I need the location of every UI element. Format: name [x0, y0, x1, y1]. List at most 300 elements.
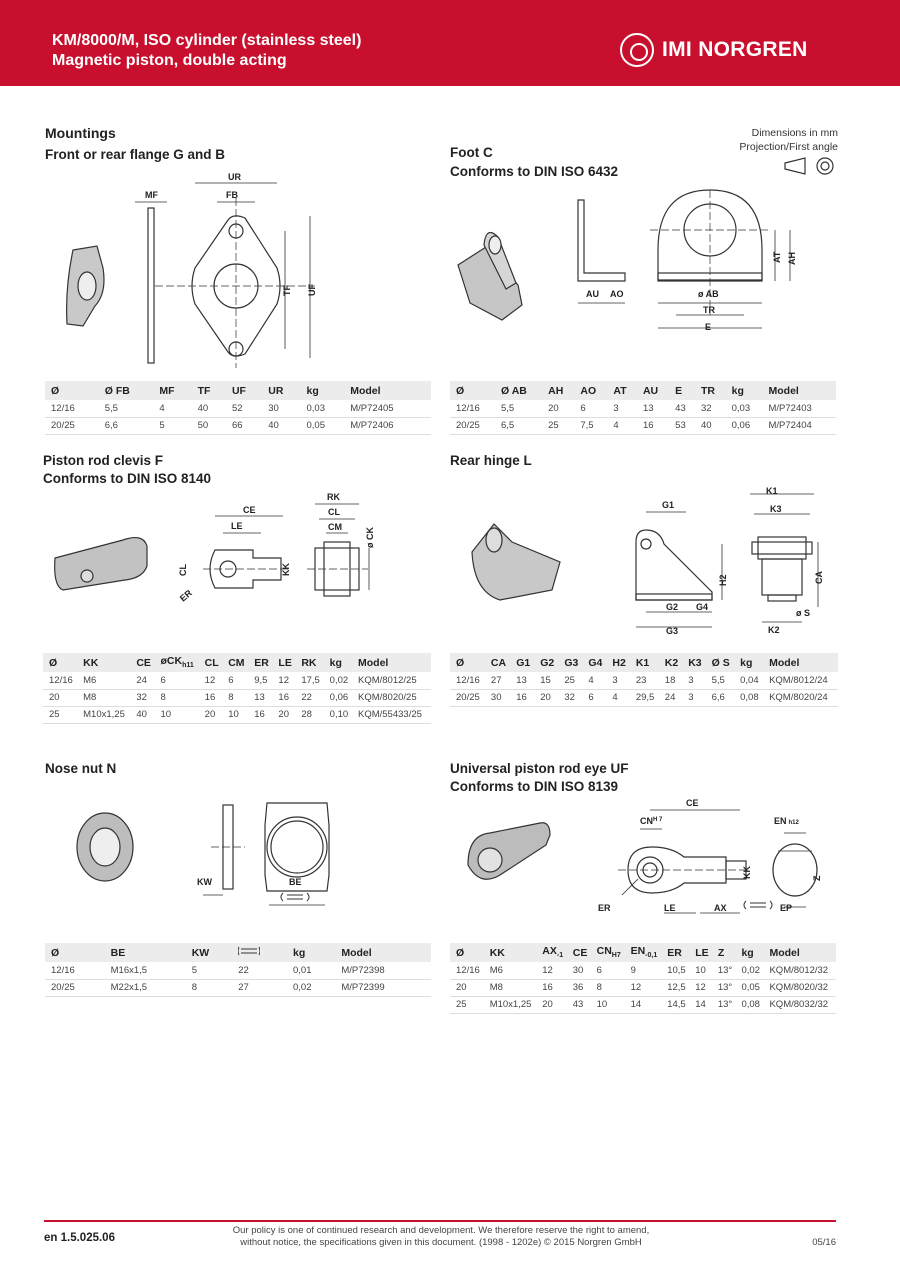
roe-label-en-text: EN — [774, 816, 787, 826]
cell: KQM/8020/32 — [765, 979, 836, 996]
cell: 14 — [691, 996, 714, 1013]
flange-drawing — [45, 168, 435, 378]
col-header: MF — [155, 381, 193, 400]
table-row — [450, 417, 836, 434]
cell: 6 — [224, 672, 250, 689]
col-header: AH — [544, 381, 576, 400]
cell: 3 — [609, 400, 639, 417]
cell: 12/16 — [450, 400, 497, 417]
document-code: en 1.5.025.06 — [44, 1232, 115, 1244]
col-header: Model — [354, 653, 431, 672]
hinge-label-g4: G4 — [696, 602, 709, 612]
cell: 0,01 — [289, 962, 337, 979]
cell: 53 — [671, 417, 697, 434]
cell: 40 — [132, 706, 156, 723]
cell: 0,03 — [303, 400, 347, 417]
cell: 25 — [560, 672, 584, 689]
cell: 6 — [593, 962, 627, 979]
cell: 16 — [639, 417, 671, 434]
cell: 30 — [569, 962, 593, 979]
cell: M10x1,25 — [486, 996, 539, 1013]
cell: 32 — [132, 689, 156, 706]
cell: KQM/8020/25 — [354, 689, 431, 706]
col-header: G2 — [536, 653, 560, 672]
roe-label-ce: CE — [686, 798, 699, 808]
cell: 24 — [132, 672, 156, 689]
cell: M/P72404 — [765, 417, 837, 434]
cell: M/P72405 — [346, 400, 431, 417]
nut-drawing — [45, 795, 435, 915]
cell: 12,5 — [663, 979, 691, 996]
cell: 66 — [228, 417, 264, 434]
cell: 13° — [714, 979, 738, 996]
col-header-sub: -1 — [556, 952, 564, 960]
col-header-text: CN — [596, 945, 612, 958]
roe-label-en — [774, 816, 800, 826]
col-header-text: AX — [542, 945, 557, 958]
cell: 32 — [697, 400, 728, 417]
cell: 18 — [661, 672, 684, 689]
table-row — [45, 400, 431, 417]
cell: 14 — [627, 996, 664, 1013]
policy-line-1: Our policy is one of continued research and development. We therefore reserve the right to amend, — [232, 1225, 650, 1236]
col-header: Ø FB — [101, 381, 156, 400]
col-header: LE — [691, 943, 714, 962]
clevis-label-cm: CM — [328, 522, 342, 532]
cell: M/P72403 — [765, 400, 837, 417]
cell: 12/16 — [45, 962, 107, 979]
cell: 8 — [188, 979, 235, 996]
cell: 0,08 — [736, 689, 765, 706]
cell: 10 — [224, 706, 250, 723]
table-row — [45, 417, 431, 434]
cell: 10 — [691, 962, 714, 979]
cell: 0,03 — [728, 400, 765, 417]
cell: 20 — [43, 689, 79, 706]
first-angle-projection-icon — [783, 155, 839, 177]
cell: KQM/55433/25 — [354, 706, 431, 723]
roe-label-ep: EP — [780, 903, 793, 913]
wrench-icon — [281, 893, 309, 901]
roe-label-kk: KK — [742, 866, 752, 879]
col-header-sub: -0,1 — [645, 952, 658, 960]
cell: 50 — [194, 417, 228, 434]
cell: 20 — [536, 689, 560, 706]
col-header: G1 — [512, 653, 536, 672]
cell: KQM/8020/24 — [765, 689, 838, 706]
col-header-text: EN — [630, 945, 646, 958]
foot-label-ab: ø AB — [698, 289, 719, 299]
cell: 40 — [264, 417, 302, 434]
hinge-label-g1: G1 — [662, 500, 675, 510]
table-row — [43, 672, 431, 689]
cell: 22 — [297, 689, 325, 706]
roe-title: Universal piston rod eye UF — [450, 761, 629, 776]
col-header: ER — [663, 943, 691, 962]
cell: 25 — [43, 706, 79, 723]
cell: 24 — [661, 689, 684, 706]
cell: 16 — [201, 689, 225, 706]
col-header: kg — [289, 943, 337, 962]
cell: M22x1,5 — [107, 979, 188, 996]
cell: M6 — [79, 672, 132, 689]
hinge-drawing — [450, 482, 840, 642]
cell: M6 — [486, 962, 539, 979]
nut-label-be: BE — [289, 877, 302, 887]
cell: 8 — [157, 689, 201, 706]
cell: 20 — [538, 996, 568, 1013]
col-header-sub: h11 — [182, 662, 194, 670]
flange-label-mf: MF — [145, 190, 158, 200]
col-header: CE — [132, 653, 156, 672]
hinge-label-k3: K3 — [770, 504, 782, 514]
col-header-sub: H7 — [611, 952, 621, 960]
clevis-table — [43, 653, 431, 724]
cell: 16 — [250, 706, 274, 723]
table-row — [450, 400, 836, 417]
roe-drawing — [450, 795, 840, 925]
col-header: Z — [714, 943, 738, 962]
col-header: Ø AB — [497, 381, 544, 400]
cell: 13° — [714, 996, 738, 1013]
clevis-label-kk: KK — [281, 563, 291, 576]
cell: 20 — [544, 400, 576, 417]
clevis-label-ce: CE — [243, 505, 256, 515]
foot-label-ah: AH — [787, 252, 797, 265]
col-header: G3 — [560, 653, 584, 672]
cell: 4 — [155, 400, 193, 417]
cell: M/P72398 — [337, 962, 431, 979]
cell: 16 — [538, 979, 568, 996]
col-header: KK — [79, 653, 132, 672]
col-header: Model — [765, 653, 838, 672]
cell: 0,10 — [326, 706, 354, 723]
cell: 5,5 — [101, 400, 156, 417]
hinge-title: Rear hinge L — [450, 453, 532, 468]
table-row — [450, 689, 838, 706]
cell: 12/16 — [450, 672, 487, 689]
cell: 10,5 — [663, 962, 691, 979]
cell: 43 — [671, 400, 697, 417]
roe-label-en-sub: h12 — [788, 820, 799, 826]
col-header: KK — [486, 943, 539, 962]
col-header: Model — [337, 943, 431, 962]
cell: 14,5 — [663, 996, 691, 1013]
cell: 20/25 — [450, 417, 497, 434]
projection-note: Projection/First angle — [739, 141, 838, 153]
cell: 20/25 — [45, 417, 101, 434]
cell: 13 — [639, 400, 671, 417]
cell: 4 — [609, 417, 639, 434]
header-title: KM/8000/M, ISO cylinder (stainless steel) — [52, 32, 362, 49]
col-header: Ø S — [708, 653, 737, 672]
cell: 40 — [194, 400, 228, 417]
flange-label-ur: UR — [228, 172, 241, 182]
cell: 12/16 — [43, 672, 79, 689]
cell: 12 — [691, 979, 714, 996]
header-subtitle: Magnetic piston, double acting — [52, 52, 287, 69]
wrench-icon — [744, 901, 772, 909]
col-header — [593, 943, 627, 962]
hinge-label-s: ø S — [796, 608, 811, 618]
roe-label-le: LE — [664, 903, 676, 913]
clevis-label-cl: CL — [178, 564, 188, 576]
col-header: ER — [250, 653, 274, 672]
cell: 4 — [584, 672, 608, 689]
foot-table — [450, 381, 836, 435]
cell: 6 — [584, 689, 608, 706]
col-header — [157, 653, 201, 672]
cell: 0,04 — [736, 672, 765, 689]
cell: M16x1,5 — [107, 962, 188, 979]
cell: M8 — [79, 689, 132, 706]
col-header: AU — [639, 381, 671, 400]
policy-line-2: without notice, the specifications given in this document. (1998 - 1202e) © 2015 Norgren GmbH — [240, 1237, 642, 1248]
cell: 0,02 — [289, 979, 337, 996]
cell: 0,08 — [737, 996, 765, 1013]
col-header: KW — [188, 943, 235, 962]
foot-label-e: E — [705, 322, 712, 332]
hinge-label-k1: K1 — [766, 486, 778, 496]
cell: 20/25 — [45, 979, 107, 996]
roe-table — [450, 943, 836, 1014]
cell: 9 — [627, 962, 664, 979]
table-row — [43, 689, 431, 706]
col-header: K1 — [632, 653, 661, 672]
cell: 16 — [274, 689, 297, 706]
col-header: LE — [274, 653, 297, 672]
col-header: Ø — [450, 943, 486, 962]
cell: 3 — [684, 672, 707, 689]
col-header: TR — [697, 381, 728, 400]
policy-text — [226, 1225, 656, 1249]
cell: KQM/8012/24 — [765, 672, 838, 689]
col-header: K3 — [684, 653, 707, 672]
hinge-label-k2: K2 — [768, 625, 780, 635]
cell: 28 — [297, 706, 325, 723]
cell: 8 — [224, 689, 250, 706]
col-header: kg — [728, 381, 765, 400]
cell: 36 — [569, 979, 593, 996]
wrench-icon — [238, 946, 260, 956]
roe-label-z: Z — [812, 875, 822, 881]
flange-label-uf: UF — [307, 284, 317, 296]
col-header: H2 — [608, 653, 631, 672]
cell: 5 — [188, 962, 235, 979]
foot-label-au: AU — [586, 289, 599, 299]
col-header: G4 — [584, 653, 608, 672]
col-header-text: øCK — [160, 655, 183, 668]
cell: 8 — [593, 979, 627, 996]
table-row — [450, 672, 838, 689]
foot-title: Foot C — [450, 145, 493, 160]
cell: 20 — [274, 706, 297, 723]
cell: 0,06 — [326, 689, 354, 706]
flange-table — [45, 381, 431, 435]
table-row — [43, 706, 431, 723]
header-bar — [0, 0, 900, 86]
clevis-title: Piston rod clevis F — [43, 453, 164, 468]
table-row — [45, 979, 431, 996]
cell: KQM/8032/32 — [765, 996, 836, 1013]
col-header: CA — [487, 653, 512, 672]
cell: 25 — [544, 417, 576, 434]
cell: 43 — [569, 996, 593, 1013]
cell: KQM/8012/25 — [354, 672, 431, 689]
cell: 0,05 — [303, 417, 347, 434]
col-header: AT — [609, 381, 639, 400]
cell: M/P72399 — [337, 979, 431, 996]
cell: 5,5 — [497, 400, 544, 417]
brand-name: IMI NORGREN — [662, 38, 808, 61]
flange-label-tf: TF — [282, 285, 292, 296]
flange-label-fb: FB — [226, 190, 238, 200]
clevis-drawing — [43, 488, 433, 613]
foot-drawing — [450, 185, 810, 335]
cell: 0,05 — [737, 979, 765, 996]
foot-label-tr: TR — [703, 305, 715, 315]
col-header: CM — [224, 653, 250, 672]
cell: 4 — [608, 689, 631, 706]
hinge-label-h2: H2 — [718, 574, 728, 586]
cell: 5,5 — [708, 672, 737, 689]
col-header: TF — [194, 381, 228, 400]
cell: 13 — [250, 689, 274, 706]
table-row — [450, 979, 836, 996]
col-header: Ø — [43, 653, 79, 672]
section-title-mountings: Mountings — [45, 125, 116, 141]
cell: 9,5 — [250, 672, 274, 689]
cell: 12 — [274, 672, 297, 689]
roe-label-cn — [640, 816, 663, 826]
roe-label-cn-text: CN — [640, 816, 653, 826]
roe-label-ax: AX — [714, 903, 727, 913]
col-header: UR — [264, 381, 302, 400]
cell: 3 — [684, 689, 707, 706]
hinge-label-g2: G2 — [666, 602, 679, 612]
col-header: Ø — [450, 381, 497, 400]
col-header: RK — [297, 653, 325, 672]
col-header: Ø — [45, 381, 101, 400]
cell: 32 — [560, 689, 584, 706]
cell: 5 — [155, 417, 193, 434]
cell: 29,5 — [632, 689, 661, 706]
page-number: 05/16 — [812, 1237, 836, 1248]
col-header: Model — [346, 381, 431, 400]
cell: 17,5 — [297, 672, 325, 689]
cell: 27 — [487, 672, 512, 689]
cell: 6,6 — [101, 417, 156, 434]
foot-label-ao: AO — [610, 289, 624, 299]
cell: 12 — [538, 962, 568, 979]
cell: M10x1,25 — [79, 706, 132, 723]
clevis-label-cl2: CL — [328, 507, 340, 517]
nut-label-kw: KW — [197, 877, 212, 887]
clevis-label-le: LE — [231, 521, 243, 531]
brand-logo — [620, 33, 808, 67]
cell: KQM/8012/32 — [765, 962, 836, 979]
cell: 6,5 — [497, 417, 544, 434]
footer-divider — [44, 1220, 836, 1222]
cell: 12/16 — [45, 400, 101, 417]
hinge-label-g3: G3 — [666, 626, 679, 636]
col-header: AO — [576, 381, 609, 400]
nut-table — [45, 943, 431, 997]
cell: 27 — [234, 979, 289, 996]
nut-title: Nose nut N — [45, 761, 117, 776]
cell: 7,5 — [576, 417, 609, 434]
col-header: kg — [326, 653, 354, 672]
col-header: kg — [303, 381, 347, 400]
cell: 20 — [450, 979, 486, 996]
dimensions-note — [700, 126, 838, 154]
foot-subtitle: Conforms to DIN ISO 6432 — [450, 164, 619, 179]
cell: M/P72406 — [346, 417, 431, 434]
col-header: CE — [569, 943, 593, 962]
roe-subtitle: Conforms to DIN ISO 8139 — [450, 779, 619, 794]
norgren-logo-icon — [620, 33, 654, 67]
hinge-label-ca: CA — [814, 571, 824, 584]
table-row — [450, 962, 836, 979]
cell: 3 — [608, 672, 631, 689]
roe-label-cn-sub: H 7 — [653, 817, 663, 823]
cell: 40 — [697, 417, 728, 434]
cell: 12 — [627, 979, 664, 996]
cell: 30 — [264, 400, 302, 417]
clevis-label-ck: ø CK — [365, 527, 375, 548]
col-header: E — [671, 381, 697, 400]
cell: 6,6 — [708, 689, 737, 706]
col-header — [627, 943, 664, 962]
foot-label-at: AT — [772, 251, 782, 263]
cell: 30 — [487, 689, 512, 706]
cell: 15 — [536, 672, 560, 689]
dimensions-unit: Dimensions in mm — [751, 127, 838, 139]
col-header: Ø — [45, 943, 107, 962]
cell: 20 — [201, 706, 225, 723]
cell: 12 — [201, 672, 225, 689]
cell: 13 — [512, 672, 536, 689]
col-header: kg — [736, 653, 765, 672]
col-header-wrench — [234, 943, 289, 962]
cell: 10 — [157, 706, 201, 723]
clevis-label-er: ER — [177, 587, 194, 604]
cell: 13° — [714, 962, 738, 979]
cell: 12/16 — [450, 962, 486, 979]
flange-title: Front or rear flange G and B — [45, 147, 226, 162]
col-header: Model — [765, 381, 837, 400]
cell: 0,06 — [728, 417, 765, 434]
cell: 52 — [228, 400, 264, 417]
cell: 23 — [632, 672, 661, 689]
roe-label-er: ER — [598, 903, 611, 913]
table-row — [450, 996, 836, 1013]
hinge-table — [450, 653, 838, 707]
cell: M8 — [486, 979, 539, 996]
cell: 0,02 — [326, 672, 354, 689]
col-header: UF — [228, 381, 264, 400]
col-header: Model — [765, 943, 836, 962]
table-row — [45, 962, 431, 979]
cell: 25 — [450, 996, 486, 1013]
cell: 20/25 — [450, 689, 487, 706]
cell: 22 — [234, 962, 289, 979]
col-header: K2 — [661, 653, 684, 672]
cell: 6 — [576, 400, 609, 417]
cell: 6 — [157, 672, 201, 689]
cell: 10 — [593, 996, 627, 1013]
col-header — [538, 943, 568, 962]
